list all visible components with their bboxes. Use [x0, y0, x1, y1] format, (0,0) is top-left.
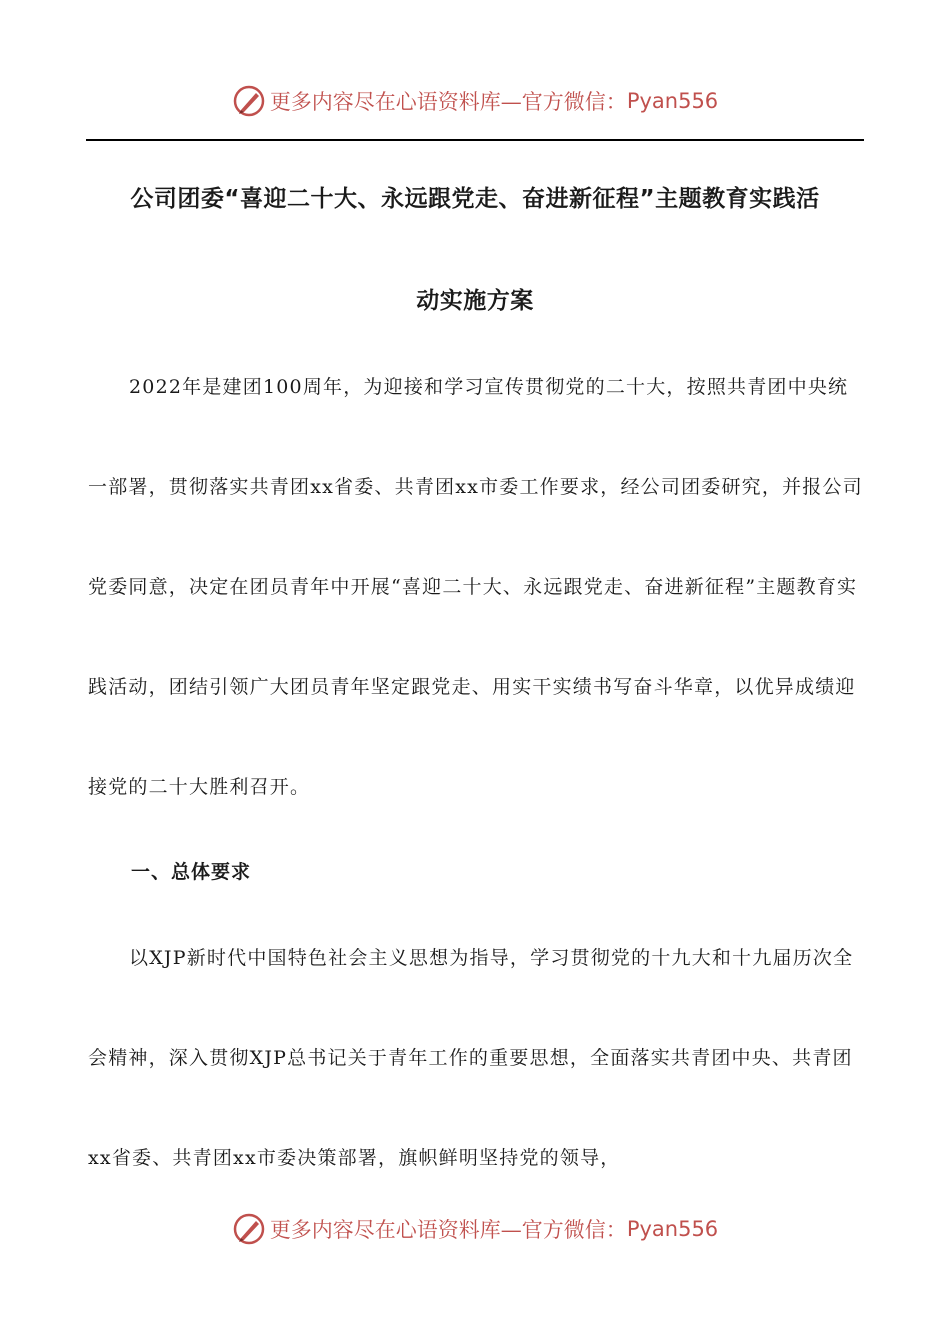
document-title-line-1: 公司团委“喜迎二十大、永远跟党走、奋进新征程”主题教育实践活 — [130, 186, 820, 212]
intro-paragraph: 2022年是建团100周年，为迎接和学习宣传贯彻党的二十大，按照共青团中央统一部署，贯彻落实共青团xx省委、共青团xx市委工作要求，经公司团委研究，并报公司党委同意，决定在团员青年中开展“喜迎二十大、永远跟党走、奋进新征程”主题教育实践活动，团结引领广大团员青年坚定跟党走、用实干实绩书写奋斗华章，以优异成绩迎接党的二十大胜利召开。 — [88, 376, 863, 798]
pen-logo-icon — [232, 1212, 266, 1246]
section-heading: 一、总体要求 — [131, 861, 252, 883]
header-banner — [0, 84, 950, 118]
pen-logo-icon — [232, 84, 266, 118]
banner-text: 更多内容尽在心语资料库—官方微信： — [269, 1218, 627, 1242]
document-title-line-2: 动实施方案 — [416, 288, 534, 314]
footer-banner — [0, 1212, 950, 1246]
banner-wechat-id: Pyan556 — [626, 1217, 719, 1241]
banner-text: 更多内容尽在心语资料库—官方微信： — [269, 90, 627, 114]
requirements-paragraph: 以XJP新时代中国特色社会主义思想为指导，学习贯彻党的十九大和十九届历次全会精神，深入贯彻XJP总书记关于青年工作的重要思想，全面落实共青团中央、共青团xx省委、共青团xx市委决策部署，旗帜鲜明坚持党的领导， — [88, 947, 854, 1169]
header-divider — [86, 139, 864, 141]
banner-wechat-id: Pyan556 — [626, 89, 719, 113]
